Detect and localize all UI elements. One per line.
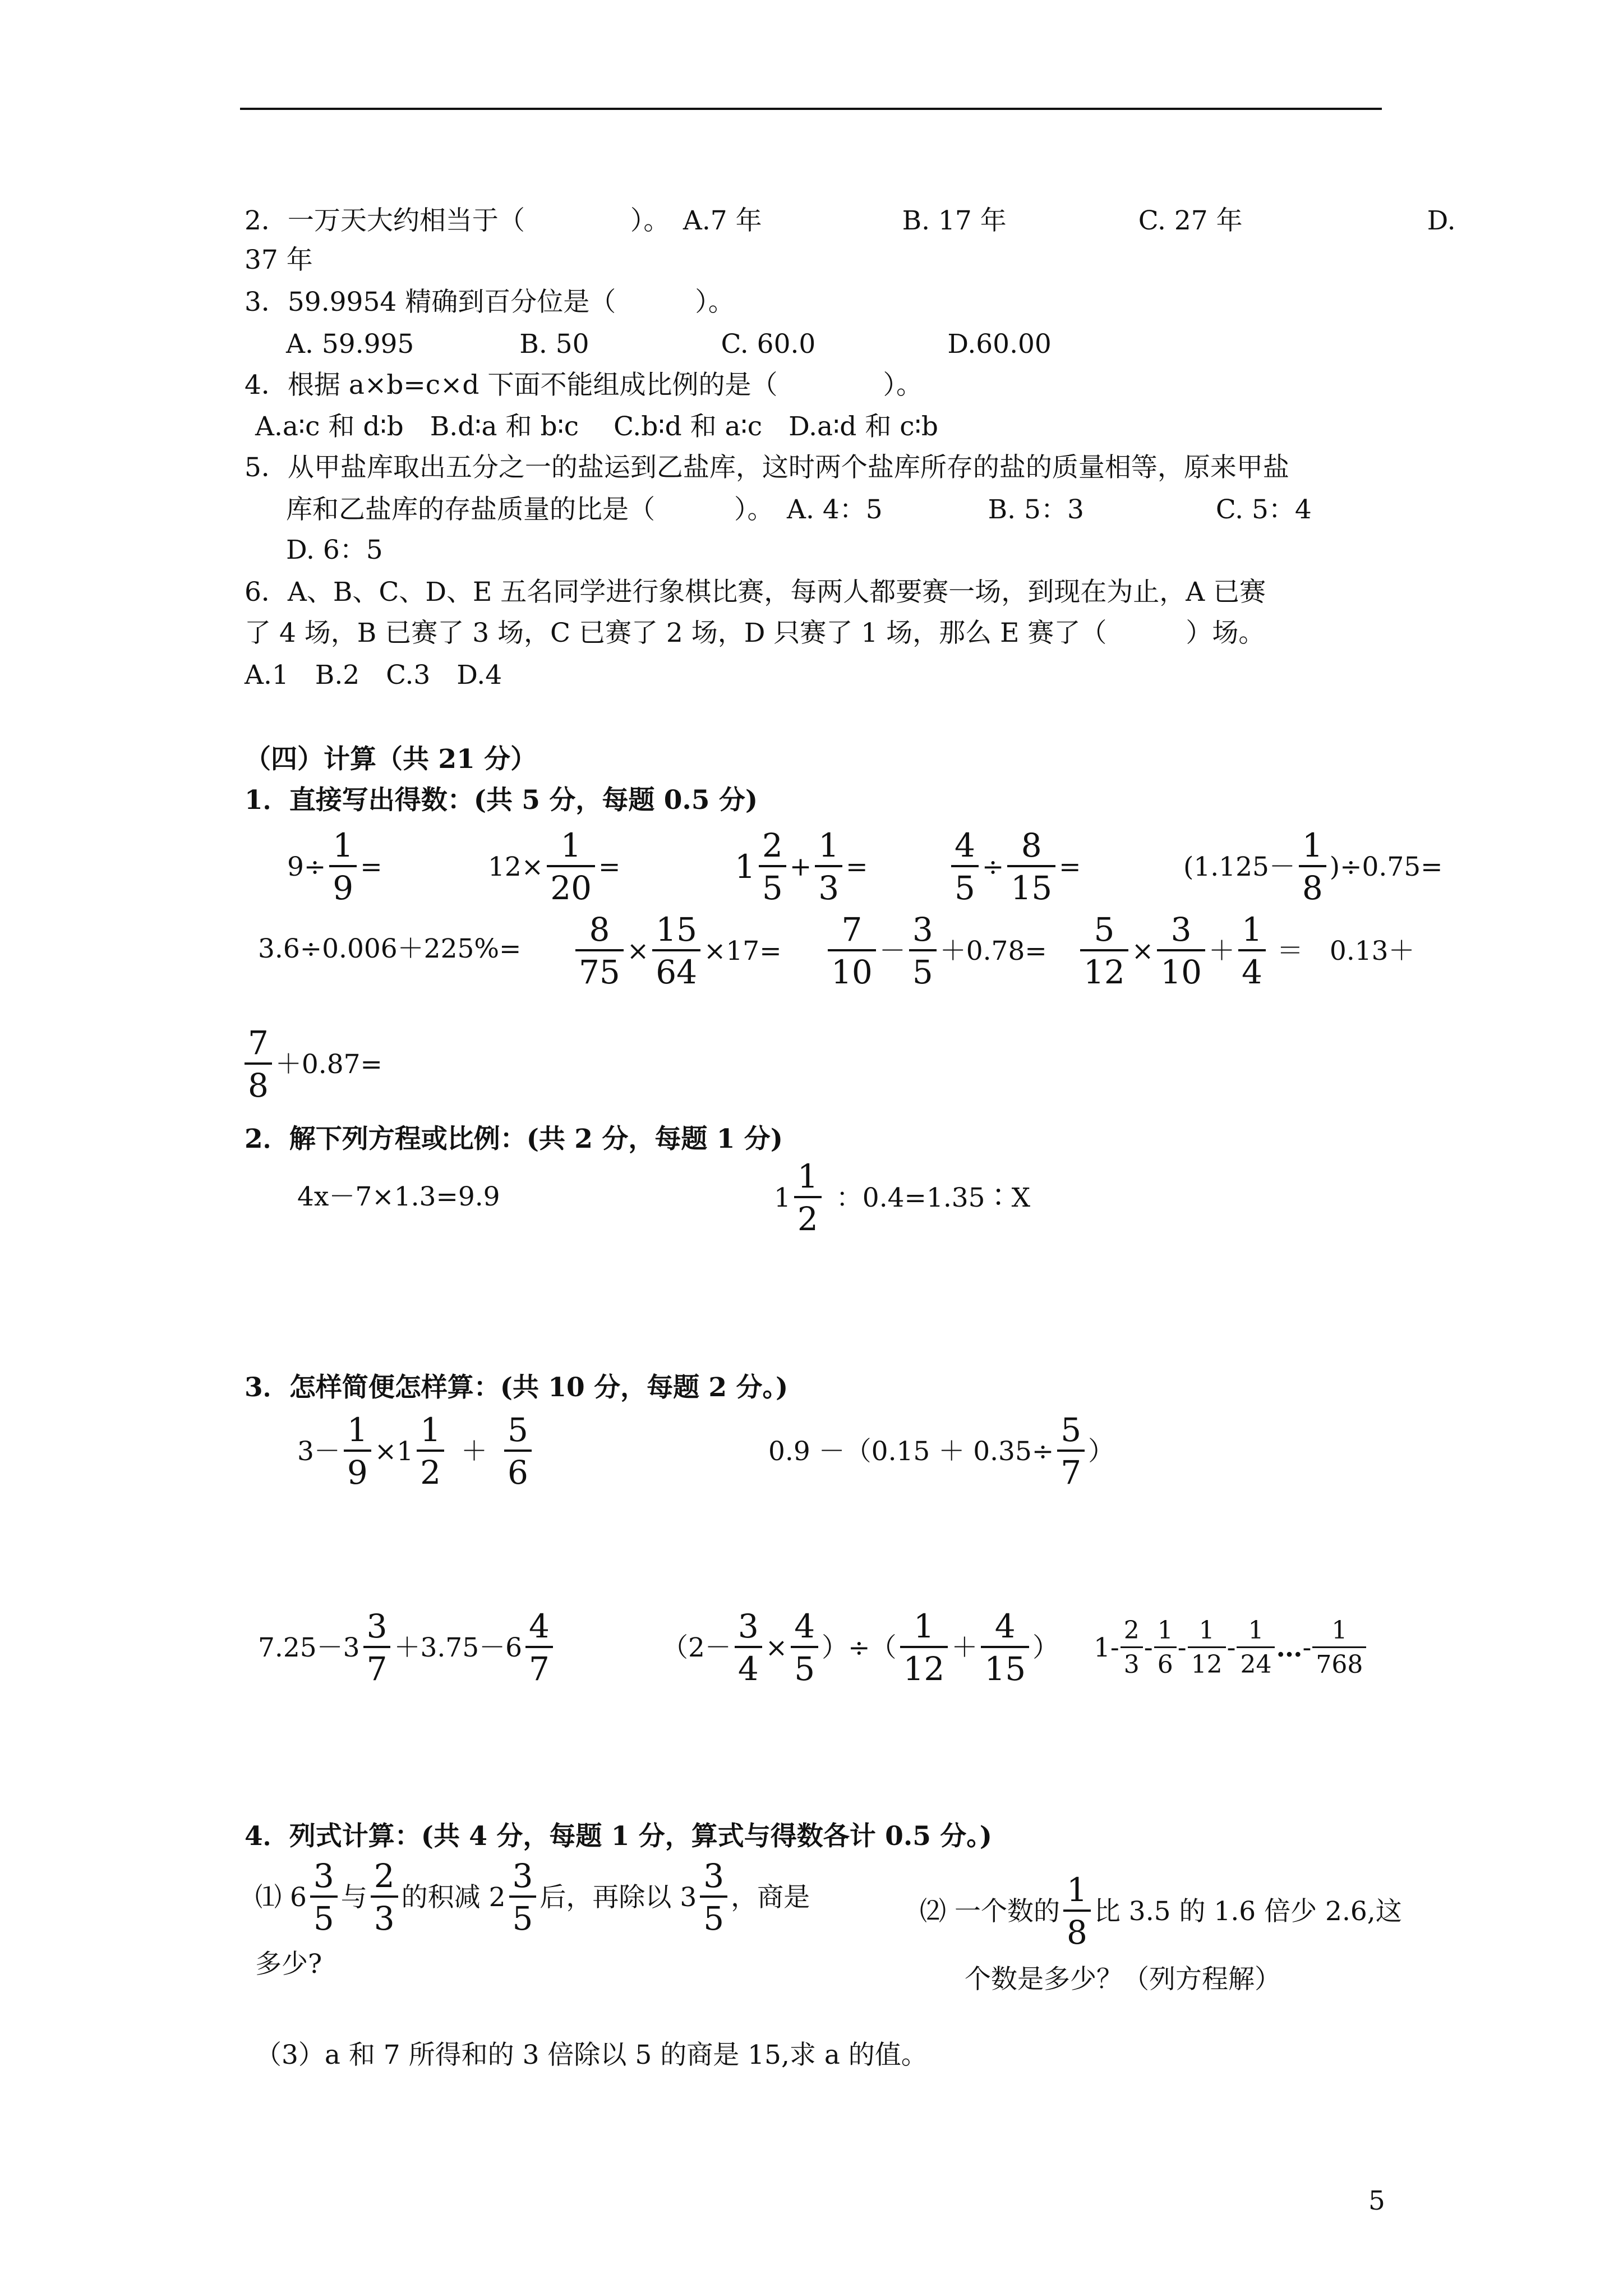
equation-2: 1 1 2 ：0.4=1.35∶X: [774, 1157, 1031, 1238]
q5-line1: 5．从甲盐库取出五分之一的盐运到乙盐库，这时两个盐库所存的盐的质量相等，原来甲盐: [245, 452, 1289, 483]
q3-options: A. 59.995 B. 50 C. 60.0 D.60.00: [286, 329, 1052, 360]
q3-line1: 3．59.9954 精确到百分位是（ ）。: [245, 287, 735, 318]
q6-line2: 了 4 场，B 已赛了 3 场，C 已赛了 2 场，D 只赛了 1 场，那么 E 赛了（ ）场。: [245, 618, 1265, 648]
simplify-1: 3－ $\frac{1}{9}$ ×1 1 2 ＋ 5 6: [297, 1414, 535, 1489]
q6-options: A.1 B.2 C.3 D.4: [245, 660, 502, 691]
p4-title: 4．列式计算：(共 4 分，每题 1 分，算式与得数各计 0.5 分。): [245, 1821, 993, 1852]
word-problem-3: （3）a 和 7 所得和的 3 倍除以 5 的商是 15,求 a 的值。: [255, 2040, 928, 2070]
calc-6: 3.6÷0.006＋225%=: [258, 933, 522, 964]
q4-options: A.a∶c 和 d∶b B.d∶a 和 b∶c C.b∶d 和 a∶c D.a∶d 和 c∶b: [255, 411, 938, 442]
simplify-2: 0.9 －（0.15 ＋ 0.35÷ $\frac{5}{7}$ ）: [768, 1411, 1115, 1492]
calc-4: $\frac{4}{5}$ ÷ $\frac{8}{15}$ =: [948, 829, 1081, 904]
word-problem-2-line2: 个数是多少？（列方程解）: [965, 1964, 1281, 1995]
header-rule: [240, 108, 1382, 110]
calc-7: $\frac{8}{75}$ × $\frac{15}{64}$ ×17=: [572, 913, 782, 988]
simplify-3: 7.25－3 3 7 ＋3.75－6 4 7: [258, 1610, 556, 1685]
page-number: 5: [1368, 2185, 1385, 2216]
simplify-4: （2－ $\frac{3}{4}$ × $\frac{4}{5}$ ）÷（ 1 12 ＋ 4 15 ）: [662, 1607, 1059, 1688]
p1-title: 1．直接写出得数：(共 5 分，每题 0.5 分): [245, 785, 758, 816]
calc-9: $\frac{5}{12}$ × $\frac{3}{10}$ ＋ 1 4 ＝ 0.13＋: [1077, 913, 1415, 988]
q5-line3: D. 6：5: [286, 535, 383, 565]
calc-5: (1.125－ 1 8 )÷0.75=: [1183, 826, 1443, 907]
word-problem-2: ⑵ 一个数的 1 8 比 3.5 的 1.6 倍少 2.6,这: [920, 1871, 1402, 1952]
q2-line2: 37 年: [245, 245, 313, 275]
calc-1: 9÷ $\frac{1}{9}$ =: [287, 826, 382, 907]
section4-title: （四）计算（共 21 分）: [245, 744, 537, 775]
q2-line1: 2．一万天大约相当于（ ）。 A.7 年 B. 17 年 C. 27 年 D.: [245, 205, 1456, 236]
calc-3: 1 2 5 + $\frac{1}{3}$ =: [735, 826, 868, 907]
p2-title: 2．解下列方程或比例：(共 2 分，每题 1 分): [245, 1124, 783, 1154]
word-problem-1-line2: 多少?: [255, 1949, 322, 1980]
calc-8: 7 10 － 3 5 ＋0.78=: [824, 913, 1047, 988]
p3-title: 3．怎样简便怎样算：(共 10 分，每题 2 分。): [245, 1372, 789, 1403]
simplify-5: 1- 2 3 - 1 6 - 1 12 - 1 24 … - 1 768: [1094, 1618, 1367, 1677]
word-problem-1: ⑴ 6 3 5 与 2 3 的积减 2 3 5 后，再除以 3 3 5 ，商是: [255, 1857, 810, 1938]
q5-line2: 库和乙盐库的存盐质量的比是（ ）。 A. 4：5 B. 5：3 C. 5：4: [286, 494, 1312, 525]
q6-line1: 6．A、B、C、D、E 五名同学进行象棋比赛，每两人都要赛一场，到现在为止，A 已赛: [245, 577, 1266, 608]
equation-1: 4x－7×1.3=9.9: [297, 1181, 500, 1212]
calc-10: 7 8 ＋0.87=: [241, 1027, 382, 1102]
calc-2: 12× $\frac{1}{20}$ =: [488, 826, 621, 907]
q4-line1: 4．根据 a×b=c×d 下面不能组成比例的是（ ）。: [245, 370, 923, 401]
